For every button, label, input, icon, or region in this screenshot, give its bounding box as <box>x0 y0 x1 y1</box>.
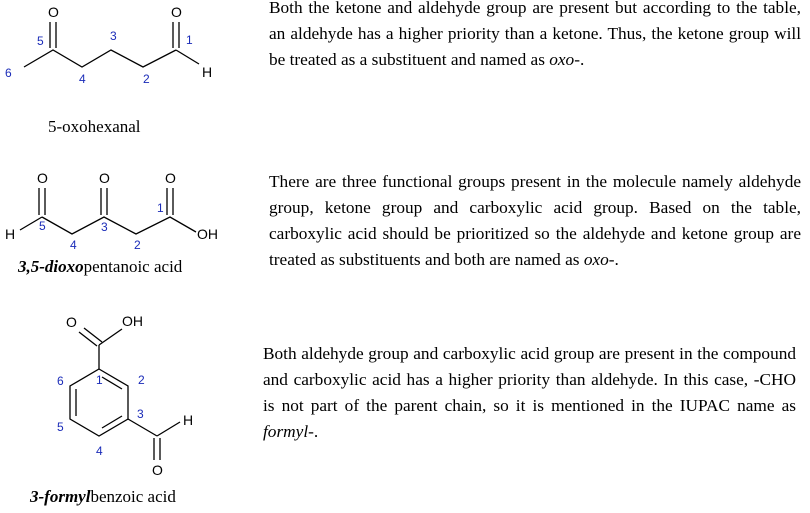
atom-o-aldehyde: O <box>171 4 182 20</box>
atom-oh-acid: OH <box>197 226 218 242</box>
example-3-formylbenzoic-acid <box>0 305 810 513</box>
explanation-paragraph-2: There are three functional groups present in the molecule namely aldehyde group, ketone group and carboxylic acid group. Based on the table, carboxylic acid should be prioritized so the aldehyde and ketone group are treated as substituents and both are named as oxo-. <box>269 172 801 269</box>
acid-double-bond <box>79 332 97 346</box>
compound-name-5-oxohexanal: 5-oxohexanal <box>48 117 141 136</box>
compound-name-3-formylbenzoic-acid: 3-formylbenzoic acid <box>30 487 176 506</box>
structure-3-formylbenzoic-acid <box>0 305 230 480</box>
atom-o-ketone: O <box>48 4 59 20</box>
locant-6: 6 <box>5 66 12 80</box>
locant-5: 5 <box>37 34 44 48</box>
atom-h-aldehyde: H <box>5 226 16 242</box>
locant-5: 5 <box>39 219 46 233</box>
structure-5-oxohexanal <box>0 0 230 100</box>
carbon-chain <box>24 50 176 67</box>
locant-3: 3 <box>101 220 108 234</box>
explanation-paragraph-3: Both aldehyde group and carboxylic acid group are present in the compound and carboxylic acid has a higher priority than aldehyde. In this case, -CHO is not part of the parent chain, so it is mentioned in the IUPAC name as formyl-. <box>263 344 796 441</box>
locant-4: 4 <box>70 238 77 252</box>
example-5-oxohexanal <box>0 0 810 150</box>
locant-2: 2 <box>134 238 141 252</box>
locant-2: 2 <box>138 373 145 387</box>
locant-1: 1 <box>186 33 193 47</box>
structure-3-5-dioxopentanoic-acid <box>0 160 240 250</box>
formyl-ch-bond <box>157 422 180 436</box>
locant-6: 6 <box>57 374 64 388</box>
acid-oh-bond <box>99 329 122 345</box>
locant-4: 4 <box>96 444 103 458</box>
ring-formyl-bond <box>128 419 157 436</box>
explanation-paragraph-1: Both the ketone and aldehyde group are present but according to the table, an aldehyde has a higher priority than a ketone. Thus, the ketone group will be treated as a substituent and named as oxo-. <box>269 0 801 69</box>
atom-o-acid: O <box>165 170 176 186</box>
atom-o-ketone: O <box>99 170 110 186</box>
locant-4: 4 <box>79 72 86 86</box>
compound-name-3-5-dioxopentanoic-acid: 3,5-dioxopentanoic acid <box>18 257 183 276</box>
locant-3: 3 <box>110 29 117 43</box>
aldehyde-ch-bond <box>176 50 199 64</box>
locant-1: 1 <box>96 373 103 387</box>
locant-2: 2 <box>143 72 150 86</box>
atom-h-formyl: H <box>183 412 194 428</box>
locant-1: 1 <box>157 201 164 215</box>
locant-3: 3 <box>137 407 144 421</box>
atom-o-formyl: O <box>152 462 163 478</box>
atom-o-acid: O <box>66 314 77 330</box>
locant-5: 5 <box>57 420 64 434</box>
atom-o-aldehyde: O <box>37 170 48 186</box>
atom-oh-acid: OH <box>122 313 143 329</box>
carbon-chain <box>42 217 196 234</box>
example-3-5-dioxopentanoic-acid <box>0 160 810 300</box>
atom-h-aldehyde: H <box>202 64 213 80</box>
